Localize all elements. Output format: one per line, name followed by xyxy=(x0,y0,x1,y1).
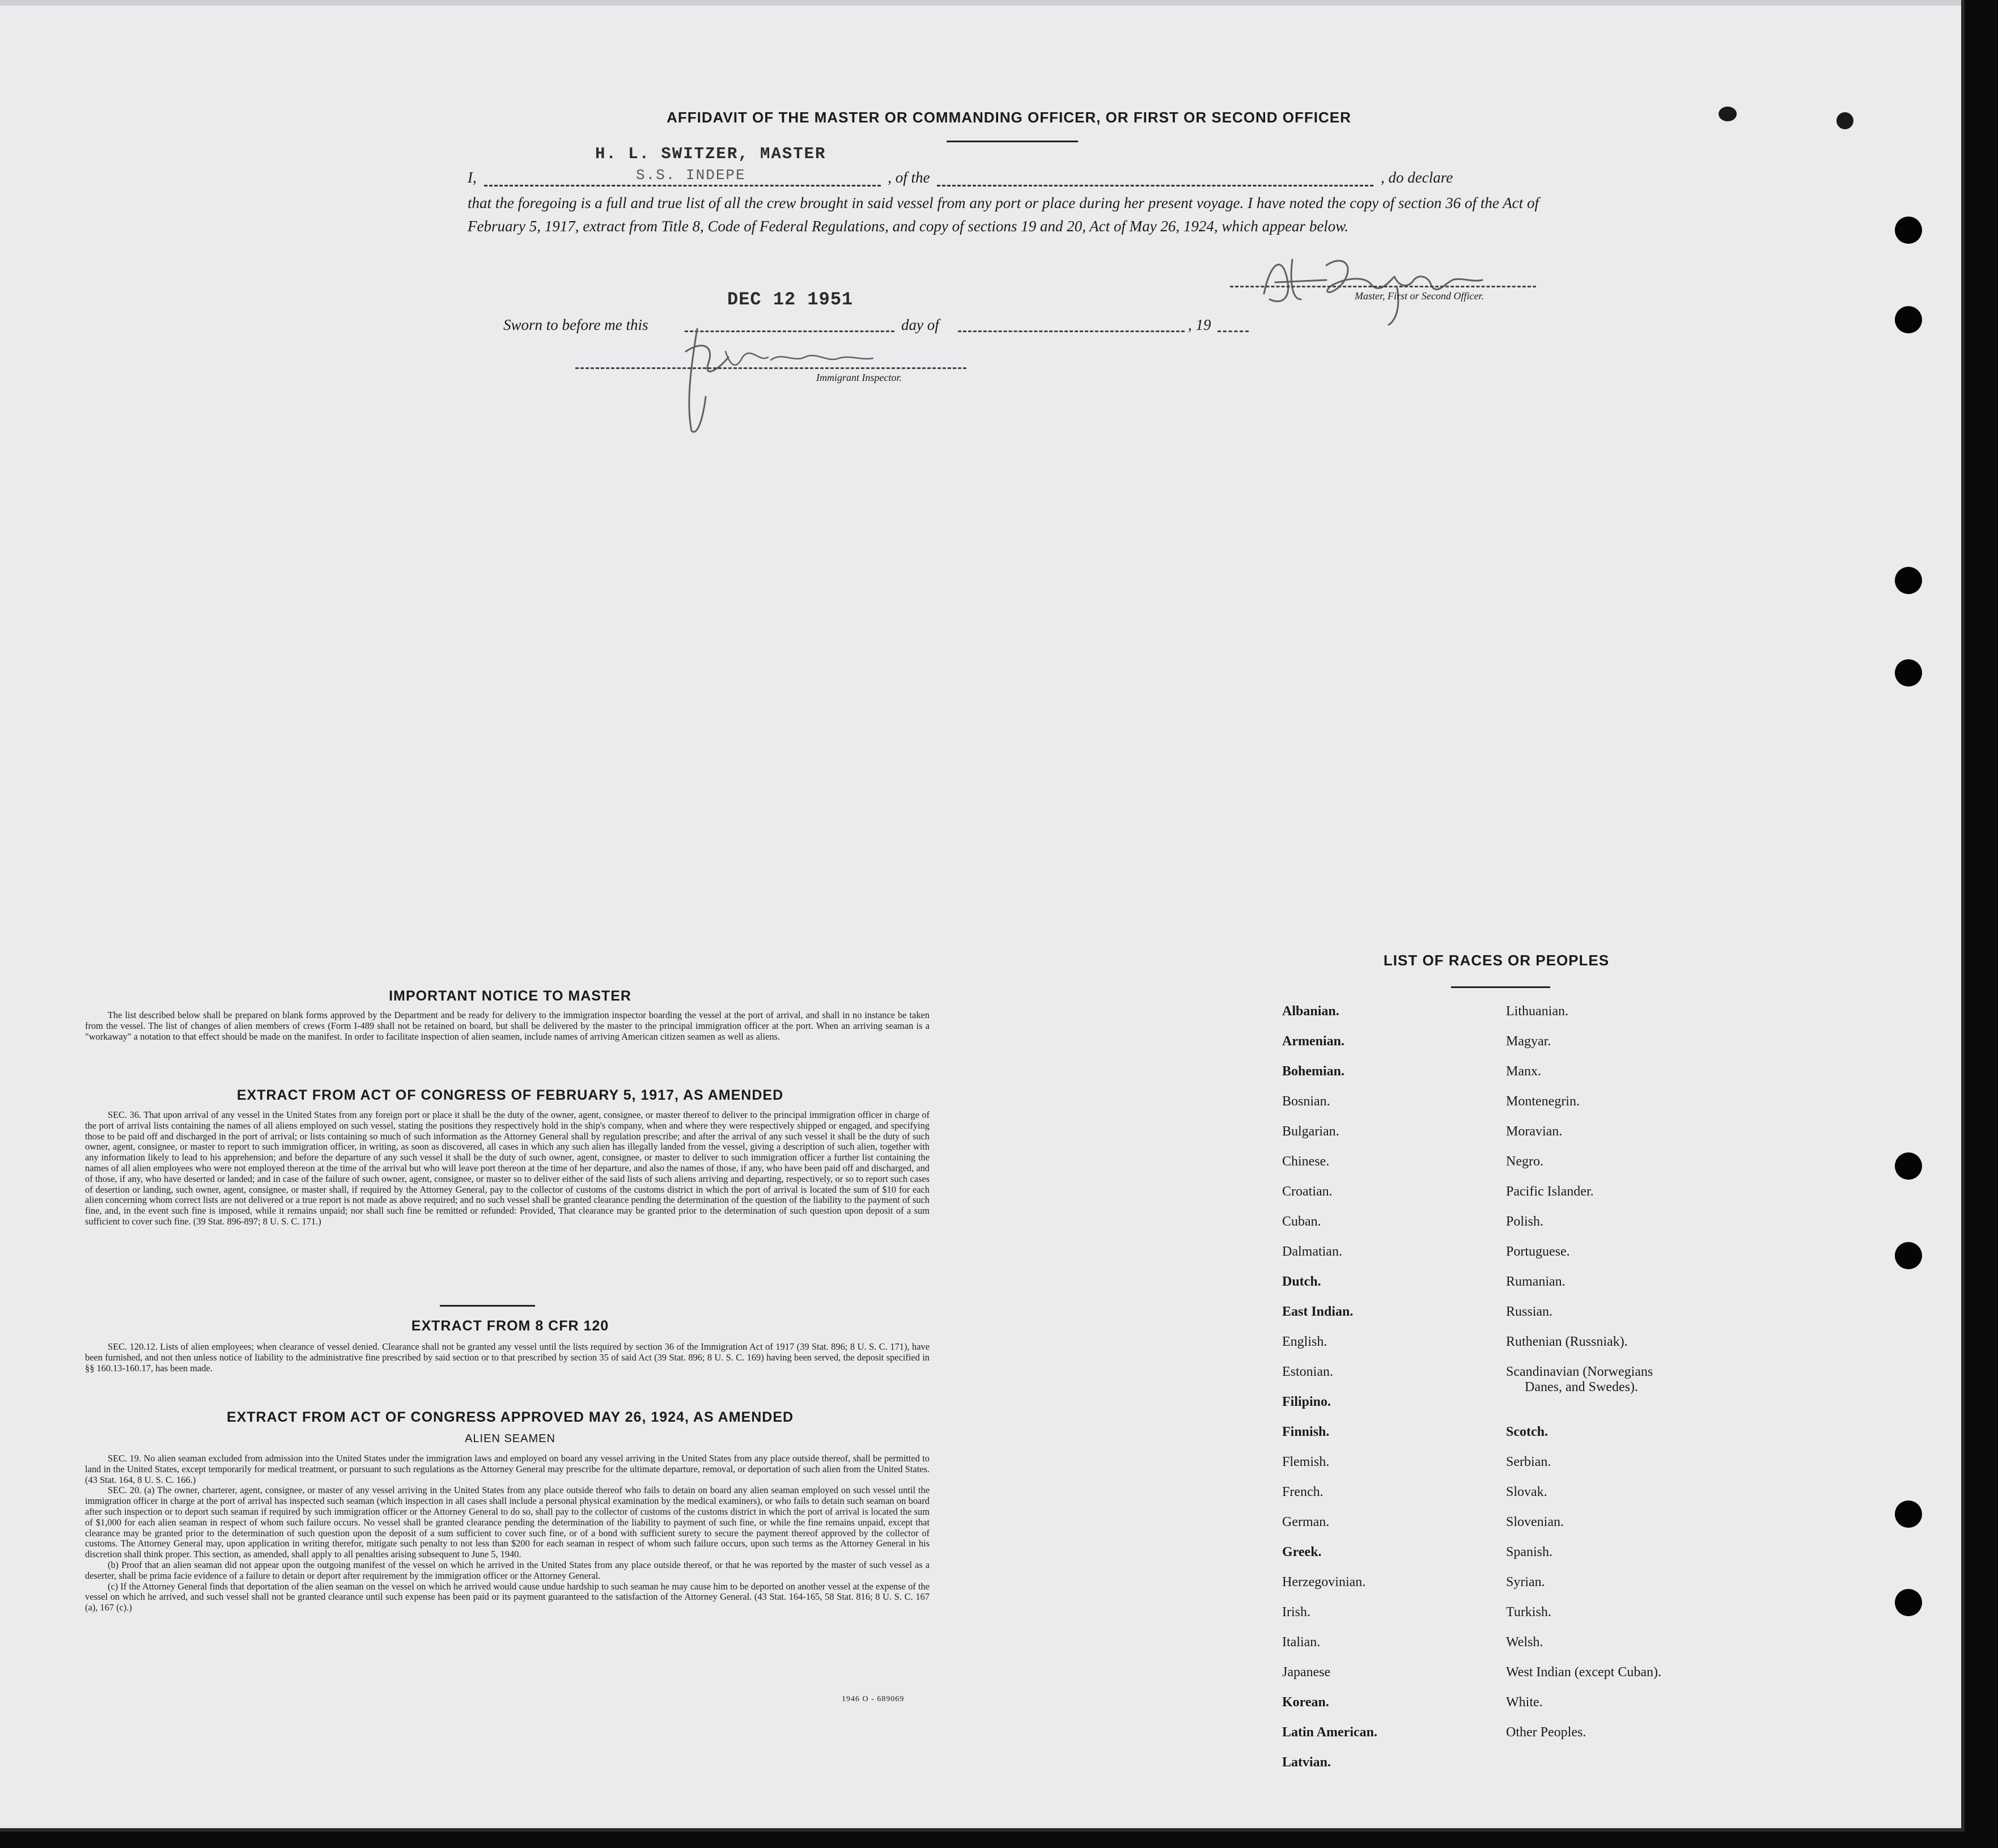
section-rule xyxy=(440,1305,535,1307)
punch-hole xyxy=(1895,1501,1922,1528)
vessel-blank xyxy=(937,184,1373,187)
punch-hole xyxy=(1895,659,1922,686)
typed-master-name: H. L. SWITZER, MASTER xyxy=(595,145,826,163)
race-item: Pacific Islander. xyxy=(1506,1184,1594,1199)
signature-caption: Master, First or Second Officer. xyxy=(1355,290,1484,302)
name-blank xyxy=(484,184,881,187)
race-item: Croatian. xyxy=(1282,1184,1333,1199)
race-item: French. xyxy=(1282,1485,1323,1499)
sec-20a-paragraph: SEC. 20. (a) The owner, charterer, agent, consignee, or master of any vessel arriving in the United States from any place outside thereof who fails to detain on board any alien seaman employed on such vessel until the immigration officer in charge at the port of arrival has inspected such seaman (which inspection in all cases shall include a personal physical examination by the medical examiners), or who fails to detain such seaman on board after such inspection or to deport such seaman if required by such immigration officer or the Attorney General to do so, shall pay to the collector of customs of the customs district in which the port of arrival is located the sum of $1,000 for each alien seaman in respect of whom such failure occurs. No vessel shall be granted clearance pending the determination of the liability to payment of such fine, or while the fine remains unpaid, except that clearance may be granted prior to the determination of such question upon the deposit of a sum sufficient to cover such fine, or of a bond with sufficient surety to secure the payment thereof approved by the collector of customs. The Attorney General may, upon application in writing therefor, mitigate such penalty to not less than $200 for each seaman in respect of whom such failure occurs, upon such terms as the Attorney General in his discretion shall think proper. This section, as amended, shall apply to all penalties arising subsequent to June 5, 1940. xyxy=(85,1485,930,1560)
punch-hole xyxy=(1895,306,1922,333)
extract-cfr-title: EXTRACT FROM 8 CFR 120 xyxy=(411,1318,609,1334)
race-item: Irish. xyxy=(1282,1605,1310,1620)
date-stamp: DEC 12 1951 xyxy=(727,289,854,310)
extract-1917-text xyxy=(85,1110,930,1286)
race-item: Spanish. xyxy=(1506,1545,1553,1559)
sworn-year-blank xyxy=(1218,330,1249,332)
punch-hole xyxy=(1895,1152,1922,1180)
signature-line xyxy=(1230,286,1536,287)
sec-19-paragraph: SEC. 19. No alien seaman excluded from admission into the United States under the immigration laws and employed on board any vessel arriving in the United States from any place outside thereof, shall be permitted to land in the United States, except temporarily for medical treatment, or pursuant to such regulations as the Attorney General may prescribe for the ultimate departure, removal, or deportation of such alien from the United States. (43 Stat. 164, 8 U. S. C. 166.) xyxy=(85,1453,930,1485)
race-item: Bohemian. xyxy=(1282,1064,1345,1079)
race-item: Syrian. xyxy=(1506,1575,1545,1590)
race-item: Turkish. xyxy=(1506,1605,1551,1620)
notice-text xyxy=(85,1010,930,1065)
affidavit-declare: , do declare xyxy=(1381,169,1453,186)
race-item: Greek. xyxy=(1282,1545,1322,1559)
alien-seamen-subtitle: ALIEN SEAMEN xyxy=(465,1432,555,1445)
race-item: Bulgarian. xyxy=(1282,1124,1339,1139)
race-item: Scotch. xyxy=(1506,1425,1548,1439)
ink-speck xyxy=(1719,107,1737,121)
ink-speck xyxy=(1836,112,1853,129)
sworn-month-blank xyxy=(958,330,1185,332)
race-item: Other Peoples. xyxy=(1506,1725,1586,1740)
sworn-prefix: Sworn to before me this xyxy=(503,316,648,333)
notice-paragraph: The list described below shall be prepared on blank forms approved by the Department and be ready for delivery to the immigration inspector boarding the vessel at the port of arrival, and shall in no instance be taken from the vessel. The list of changes of alien members of crews (Form I-489 shall not be retained on board, but shall be delivered by the master to the principal immigration officer at the port. When an arriving seaman is a "workaway" a notation to that effect should be made on the manifest. In order to facilitate inspection of alien seamen, include names of arriving American citizen seamen as well as aliens. xyxy=(85,1010,930,1042)
extract-1924-text xyxy=(85,1453,930,1692)
race-item: Serbian. xyxy=(1506,1455,1551,1469)
sworn-year-label: , 19 xyxy=(1188,316,1211,333)
race-item: Montenegrin. xyxy=(1506,1094,1580,1109)
race-item: Latin American. xyxy=(1282,1725,1377,1740)
race-item: Filipino. xyxy=(1282,1395,1331,1409)
punch-hole xyxy=(1895,1242,1922,1269)
race-item: Moravian. xyxy=(1506,1124,1563,1139)
race-item: White. xyxy=(1506,1695,1543,1710)
race-item: Latvian. xyxy=(1282,1755,1331,1770)
extract-cfr-text xyxy=(85,1342,930,1386)
race-item: Portuguese. xyxy=(1506,1244,1570,1259)
race-item: Estonian. xyxy=(1282,1364,1333,1379)
race-item: Japanese xyxy=(1282,1665,1331,1680)
race-item: Slovak. xyxy=(1506,1485,1547,1499)
section-36-paragraph: SEC. 36. That upon arrival of any vessel in the United States from any foreign port or place it shall be the duty of the owner, agent, consignee, or master thereof to deliver to the principal immigration officer in charge of the port of arrival lists containing the names of all aliens employed on such vessel, stating the positions they respectively hold in the ship's company, when and where they were respectively shipped or engaged, and specifying those to be paid off and discharged in the port of arrival; or lists containing so much of such information as the Attorney General shall by regulation prescribe; and after the arrival of any such vessel it shall be the duty of such owner, agent, consignee, or master to report to such immigration officer, in writing, as soon as discovered, all cases in which any such alien has illegally landed from the vessel, giving a description of such alien, together with any information likely to lead to his apprehension; and before the departure of any such vessel it shall be the duty of such owner, agent, consignee, or master to deliver to such immigration officer a further list containing the names of all alien employees who were not employed thereon at the time of the arrival but who will leave port thereon at the time of her departure, and also the names of those, if any, who have been paid off and discharged, and of those, if any, who have deserted or landed; and in case of the failure of such owner, agent, consignee, or master so to deliver either of the said lists of such aliens arriving and departing, respectively, or so to report such cases of desertion or landing, such owner, agent, consignee, or master shall, if required by the Attorney General, pay to the collector of customs of the customs district in which the port of arrival is located the sum of $10 for each alien concerning whom correct lists are not delivered or a true report is not made as above required; and no such vessel shall be granted clearance pending the determination of the question of the liability to the payment of such fine, and, in the event such fine is imposed, while it remains unpaid; nor shall such fine be remitted or refunded: Provided, That clearance may be granted prior to the determination of such question upon deposit of a sum sufficient to cover such fine. (39 Stat. 896-897; 8 U. S. C. 171.) xyxy=(85,1109,930,1227)
race-item: Dalmatian. xyxy=(1282,1244,1342,1259)
race-item: Chinese. xyxy=(1282,1154,1330,1169)
race-item: Welsh. xyxy=(1506,1635,1543,1650)
affidavit-title: AFFIDAVIT OF THE MASTER OR COMMANDING OFFICER, OR FIRST OR SECOND OFFICER xyxy=(667,109,1351,126)
race-item: Magyar. xyxy=(1506,1034,1551,1049)
inspector-signature-line xyxy=(575,367,966,369)
race-item: Danes, and Swedes). xyxy=(1525,1380,1638,1395)
extract-1924-title: EXTRACT FROM ACT OF CONGRESS APPROVED MAY 26, 1924, AS AMENDED xyxy=(226,1409,794,1425)
race-item: Finnish. xyxy=(1282,1425,1330,1439)
races-title-rule xyxy=(1451,986,1550,988)
race-item: Dutch. xyxy=(1282,1274,1321,1289)
punch-hole xyxy=(1895,567,1922,594)
master-signature xyxy=(1258,243,1496,328)
print-code: 1946 O - 689069 xyxy=(842,1695,905,1703)
sec-120-12-paragraph: SEC. 120.12. Lists of alien employees; when clearance of vessel denied. Clearance shall not be granted any vessel until the lists required by section 36 of the Immigration Act of 1917 (39 Stat. 896; 8 U. S. C. 171), have been furnished, and not then unless notice of liability to the administrative fine prescribed by said section or to that prescribed by section 35 of said Act (39 Stat. 896; 8 U. S. C. 169) having been served, the deposit specified in §§ 160.13-160.17, has been made. xyxy=(85,1341,930,1374)
affidavit-i: I, xyxy=(468,169,477,186)
race-item: West Indian (except Cuban). xyxy=(1506,1665,1661,1680)
inspector-caption: Immigrant Inspector. xyxy=(816,372,902,383)
punch-hole xyxy=(1895,1589,1922,1616)
affidavit-body: that the foregoing is a full and true list of all the crew brought in said vessel from any port or place during her present voyage. I have noted the copy of section 36 of the Act of February 5, 1917, extract from Title 8, Code of Federal Regulations, and copy of sections 19 and 20, Act of May 26, 1924, which appear below. xyxy=(468,194,1539,235)
affidavit-first-line xyxy=(468,169,1539,187)
punch-hole xyxy=(1895,217,1922,244)
race-item: Bosnian. xyxy=(1282,1094,1330,1109)
race-item: Polish. xyxy=(1506,1214,1544,1229)
race-item: German. xyxy=(1282,1515,1330,1529)
race-item: Lithuanian. xyxy=(1506,1004,1568,1019)
race-item: Russian. xyxy=(1506,1304,1553,1319)
sec-20c-paragraph: (c) If the Attorney General finds that deportation of the alien seaman on the vessel on which he arrived would cause undue hardship to such seaman he may cause him to be deported on another vessel at the expense of the vessel on which he arrived, and such vessel shall not be granted clearance until such expense has been paid or its payment guaranteed to the satisfaction of the Attorney General. (43 Stat. 164-165, 58 Stat. 816; 8 U. S. C. 167 (a), 167 (c).) xyxy=(85,1580,930,1613)
race-item: Albanian. xyxy=(1282,1004,1339,1019)
typed-vessel-name: S.S. INDEPE xyxy=(636,167,746,184)
notice-title: IMPORTANT NOTICE TO MASTER xyxy=(389,988,631,1004)
race-item: Herzegovinian. xyxy=(1282,1575,1366,1590)
sworn-day-label: day of xyxy=(901,316,939,333)
race-item: Ruthenian (Russniak). xyxy=(1506,1334,1628,1349)
races-title: LIST OF RACES OR PEOPLES xyxy=(1383,952,1610,969)
sec-20b-paragraph: (b) Proof that an alien seaman did not appear upon the outgoing manifest of the vessel on which he arrived in the United States from any place outside thereof, or that he was reported by the master of such vessel as a deserter, shall be prima facie evidence of a failure to detain or deport after requirement by the immigration officer or the Attorney General. xyxy=(85,1559,930,1581)
race-item: Manx. xyxy=(1506,1064,1541,1079)
race-item: Italian. xyxy=(1282,1635,1321,1650)
extract-1917-title: EXTRACT FROM ACT OF CONGRESS OF FEBRUARY 5, 1917, AS AMENDED xyxy=(236,1087,784,1103)
race-item: Korean. xyxy=(1282,1695,1329,1710)
race-item: Armenian. xyxy=(1282,1034,1344,1049)
title-rule xyxy=(947,141,1078,142)
page-top-edge xyxy=(0,0,1961,6)
race-item: Flemish. xyxy=(1282,1455,1330,1469)
race-item: Negro. xyxy=(1506,1154,1543,1169)
race-item: Slovenian. xyxy=(1506,1515,1564,1529)
race-item: English. xyxy=(1282,1334,1327,1349)
race-item: Rumanian. xyxy=(1506,1274,1566,1289)
affidavit-of-the: , of the xyxy=(888,169,930,186)
race-item: Scandinavian (Norwegians xyxy=(1506,1364,1653,1379)
race-item: East Indian. xyxy=(1282,1304,1354,1319)
race-item: Cuban. xyxy=(1282,1214,1321,1229)
